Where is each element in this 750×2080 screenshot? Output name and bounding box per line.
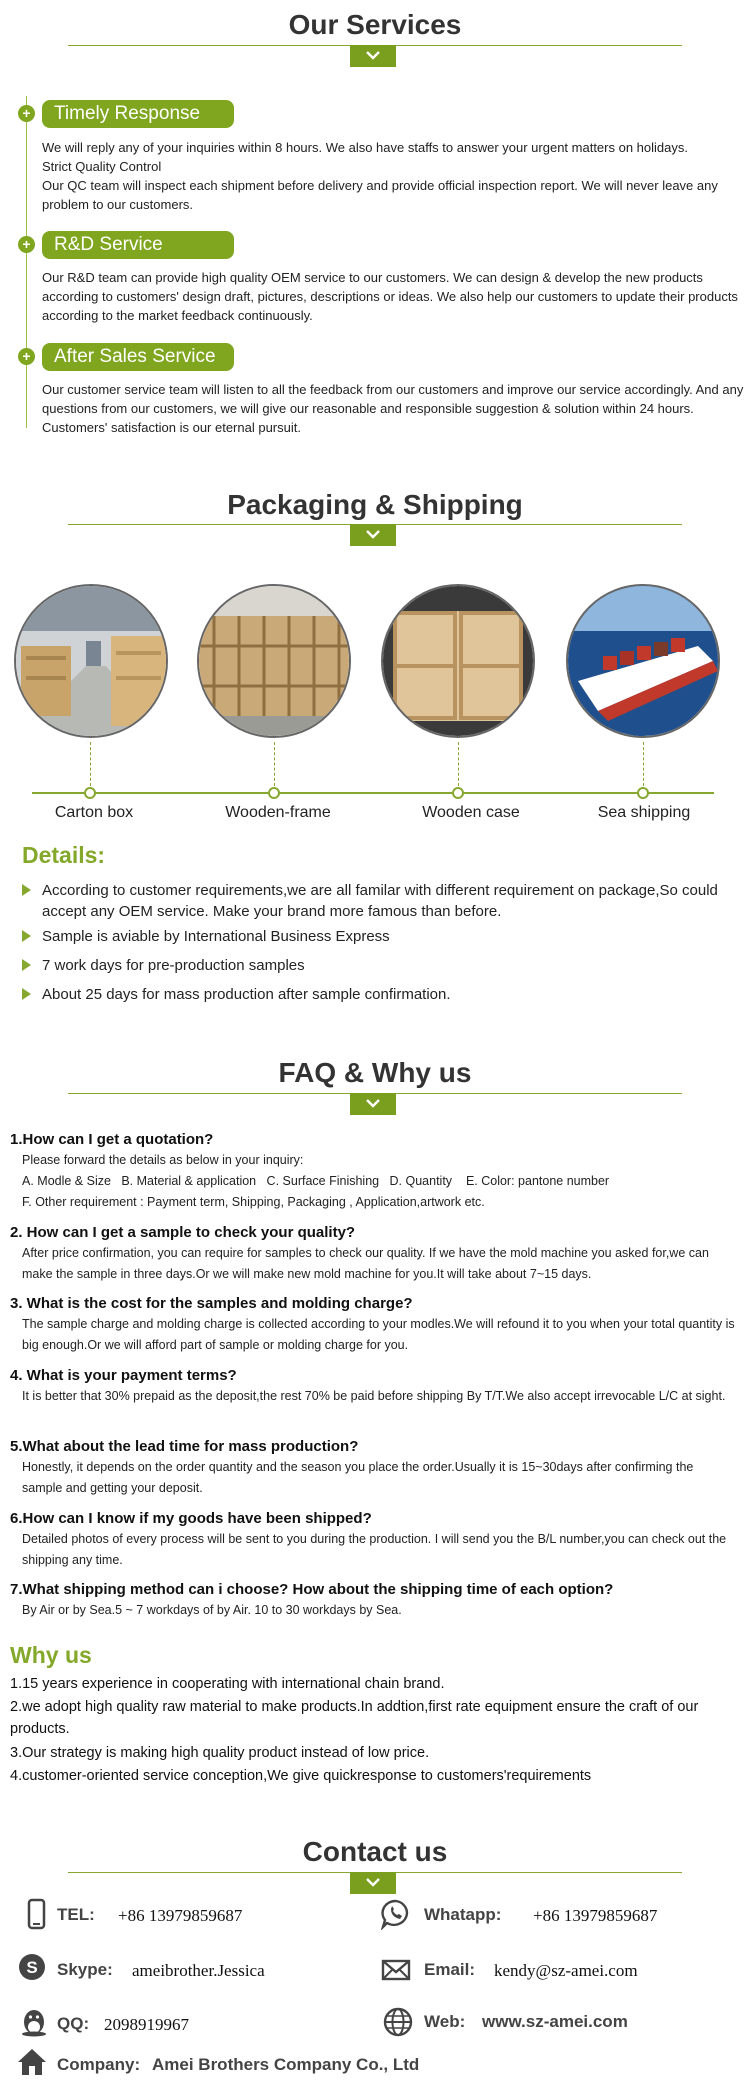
packaging-title: Packaging & Shipping [227, 489, 523, 520]
detail-item [22, 926, 722, 947]
faq-answer: By Air or by Sea.5 ~ 7 workdays of by Air. 10 to 30 workdays by Sea. [22, 1603, 402, 1617]
service-line: We will reply any of your inquiries within 8 hours. We also have staffs to answer your urgent matters on holidays. [42, 140, 688, 155]
service-line: Strict Quality Control [42, 159, 162, 174]
timeline-tick [458, 742, 459, 786]
bullet-arrow-icon [22, 884, 31, 896]
why-item: 3.Our strategy is making high quality product instead of low price. [10, 1745, 430, 1761]
detail-item [22, 880, 722, 922]
packaging-header [0, 488, 750, 522]
faq-answer-line: A. Modle & Size B. Material & application C. Surface Finishing D. Quantity E. Color: pantone number [22, 1174, 610, 1188]
contact-title: Contact us [302, 1836, 448, 1867]
pack-label-carton: Carton box [54, 804, 134, 821]
faq-question: 7.What shipping method can i choose? How about the shipping time of each option? [10, 1581, 614, 1598]
phone-icon [20, 1898, 52, 1930]
tel-value[interactable]: +86 13979859687 [118, 1906, 243, 1925]
email-value[interactable]: kendy@sz-amei.com [494, 1961, 638, 1980]
service-title-rnd: R&D Service [42, 231, 234, 259]
skype-value[interactable]: ameibrother.Jessica [132, 1961, 265, 1980]
detail-text: 7 work days for pre-production samples [42, 957, 305, 974]
skype-icon [16, 1951, 48, 1983]
chevron-down-icon [365, 50, 381, 60]
services-header [0, 8, 750, 42]
wooden-frame-photo [197, 584, 351, 738]
bullet-arrow-icon [22, 988, 31, 1000]
bullet-arrow-icon [22, 930, 31, 942]
pack-label-wooden-case: Wooden case [422, 804, 520, 821]
contact-header [0, 1835, 750, 1869]
plus-icon: + [18, 348, 35, 365]
whatsapp-icon [380, 1898, 412, 1930]
pack-label-wooden-frame: Wooden-frame [225, 804, 331, 821]
details-title: Details: [22, 842, 106, 868]
faq-answer [22, 1150, 737, 1213]
timeline-tick [643, 742, 644, 786]
company-label: Company: [57, 2055, 141, 2074]
service-desc-after-sales: Our customer service team will listen to all the feedback from our customers and improve our service accordingly. And any questions from our customers, we will give our reasonable and responsible suggestion & solution within 24 hours. Customers' satisfaction is our eternal pursuit. [42, 382, 744, 435]
faq-chevron-badge [350, 1093, 396, 1115]
web-value[interactable]: www.sz-amei.com [482, 2012, 628, 2031]
qq-penguin-icon [18, 2005, 50, 2037]
chevron-down-icon [365, 1877, 381, 1887]
envelope-icon [380, 1954, 412, 1986]
faq-answer-line: Please forward the details as below in your inquiry: [22, 1153, 304, 1167]
faq-title: FAQ & Why us [278, 1057, 472, 1088]
faq-question: 2. How can I get a sample to check your quality? [10, 1224, 356, 1241]
faq-answer: It is better that 30% prepaid as the deposit,the rest 70% be paid before shipping By T/T.We also accept irrevocable L/C at sight. [22, 1389, 726, 1403]
service-title-timely: Timely Response [42, 100, 234, 128]
faq-question: 3. What is the cost for the samples and molding charge? [10, 1295, 413, 1312]
globe-icon [382, 2006, 414, 2038]
qq-label: QQ: [57, 2014, 90, 2033]
timeline-tick [274, 742, 275, 786]
home-icon [16, 2046, 48, 2078]
whatsapp-label: Whatapp: [424, 1905, 502, 1924]
service-line: Our QC team will inspect each shipment before delivery and provide official inspection report. We will never leave any problem to our customers. [42, 178, 718, 212]
service-desc-timely [42, 138, 747, 214]
service-title-after-sales: After Sales Service [42, 343, 234, 371]
timeline-tick [90, 742, 91, 786]
services-chevron-badge [350, 45, 396, 67]
faq-answer: Detailed photos of every process will be sent to you during the production. I will send you the B/L number,you can check out the shipping any time. [22, 1532, 727, 1567]
detail-text: According to customer requirements,we are all familar with different requirement on package,So could accept any OEM service. Make your brand more famous than before. [42, 882, 718, 920]
contact-chevron-badge [350, 1872, 396, 1894]
faq-question: 4. What is your payment terms? [10, 1367, 237, 1384]
faq-answer: The sample charge and molding charge is collected according to your modles.We will refound it to you when your total quantity is big enough.Or we will afford part of sample or molding charge for you. [22, 1317, 735, 1352]
carton-box-photo [14, 584, 168, 738]
tel-label: TEL: [57, 1905, 95, 1924]
timeline-ring-icon [452, 787, 464, 799]
faq-question: 1.How can I get a quotation? [10, 1131, 214, 1148]
why-item: 1.15 years experience in cooperating with international chain brand. [10, 1676, 445, 1692]
timeline-ring-icon [637, 787, 649, 799]
detail-item [22, 955, 722, 976]
packaging-timeline [32, 792, 714, 794]
detail-text: Sample is aviable by International Business Express [42, 928, 390, 945]
web-label: Web: [424, 2012, 466, 2031]
services-timeline [26, 96, 27, 428]
timeline-ring-icon [268, 787, 280, 799]
detail-item [22, 984, 722, 1005]
faq-answer: After price confirmation, you can require for samples to check our quality. If we have the mold machine you asked for,we can make the sample in three days.Or we will make new mold machine for you.It will take about 7~15 days. [22, 1246, 709, 1281]
wooden-case-photo [381, 584, 535, 738]
plus-icon: + [18, 105, 35, 122]
services-title: Our Services [288, 9, 462, 40]
chevron-down-icon [365, 1098, 381, 1108]
bullet-arrow-icon [22, 959, 31, 971]
svg-text:S: S [26, 1958, 38, 1977]
faq-answer: Honestly, it depends on the order quantity and the season you place the order.Usually it is 15~30days after confirming the sample and getting your deposit. [22, 1460, 694, 1495]
company-value: Amei Brothers Company Co., Ltd [152, 2055, 420, 2074]
faq-question: 6.How can I know if my goods have been shipped? [10, 1510, 372, 1527]
whatsapp-value[interactable]: +86 13979859687 [533, 1906, 658, 1925]
email-label: Email: [424, 1960, 476, 1979]
faq-answer-line: F. Other requirement : Payment term, Shipping, Packaging , Application,artwork etc. [22, 1195, 485, 1209]
sea-shipping-photo [566, 584, 720, 738]
packaging-chevron-badge [350, 524, 396, 546]
pack-label-sea: Sea shipping [597, 804, 691, 821]
detail-text: About 25 days for mass production after sample confirmation. [42, 986, 451, 1003]
plus-icon: + [18, 236, 35, 253]
chevron-down-icon [365, 529, 381, 539]
faq-header [0, 1056, 750, 1090]
why-us-title: Why us [10, 1642, 92, 1668]
why-item: 4.customer-oriented service conception,We give quickresponse to customers'requirements [10, 1768, 592, 1784]
timeline-ring-icon [84, 787, 96, 799]
qq-value[interactable]: 2098919967 [104, 2015, 189, 2034]
skype-label: Skype: [57, 1960, 113, 1979]
why-item: 2.we adopt high quality raw material to make products.In addtion,first rate equipment ensure the craft of our products. [10, 1699, 699, 1737]
service-desc-rnd: Our R&D team can provide high quality OEM service to our customers. We can design & develop the new products according to customers' design draft, pictures, descriptions or ideas. We also help our customers to update their products according to the market feedback continuously. [42, 270, 738, 323]
faq-question: 5.What about the lead time for mass production? [10, 1438, 359, 1455]
